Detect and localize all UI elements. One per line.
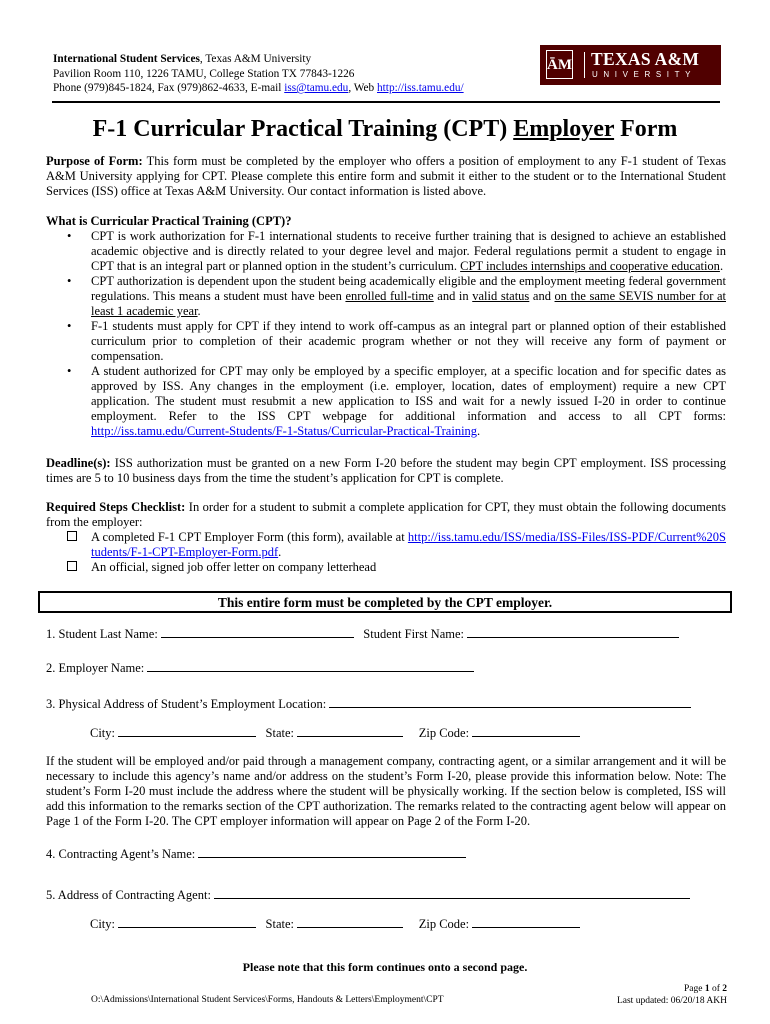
zip-code-input[interactable] [472,724,580,737]
list-item: • A student authorized for CPT may only be employed by a specific employer, at a specific location and for specific dates as approved by ISS. Any changes in the employment (i.e. employer, location, dates of employment) require a new CPT application. The student must resubmit a new application to ISS and wait for a newly issued I-20 in order to continue employment. Refer to the ISS CPT webpage for additional information and access to all CPT forms: http://iss.tamu.edu/Current-Students/F-1-Status/Curricular-Practical-Training. [46,364,726,439]
state-input[interactable] [297,724,403,737]
page-title: F-1 Curricular Practical Training (CPT) Employer Form [92,116,678,142]
org-name: International Student Services [53,53,200,65]
checklist-item-form: A completed F-1 CPT Employer Form (this form), available at http://iss.tamu.edu/ISS/media/ISS-Files/ISS-PDF/Current%20Students/F-1-CPT-Employer-Form.pdf. [46,530,726,560]
agent-city-input[interactable] [118,915,256,928]
atm-mark: ĀM [546,50,573,79]
city-input[interactable] [118,724,256,737]
page-info: Page 1 of 2 Last updated: 06/20/18 AKH [616,984,727,1006]
field-student-name: 1. Student Last Name: Student First Name: [46,625,679,642]
student-first-name-input[interactable] [467,625,679,638]
what-is-heading: What is Curricular Practical Training (CPT)? [46,214,292,228]
checkbox-icon[interactable] [67,561,77,571]
student-last-name-input[interactable] [161,625,354,638]
deadline-paragraph: Deadline(s): ISS authorization must be granted on a new Form I-20 before the student may begin CPT employment. ISS processing times are 5 to 10 business days from the time the student’s application for CPT is complete. [46,456,726,485]
contracting-agent-name-input[interactable] [198,845,466,858]
list-item: • CPT is work authorization for F-1 international students to receive further training that is designed to achieve an established academic objective and is directly related to your degree level and major. Federal regulations permit a student to engage in CPT that is an integral part or planned option in the student’s curriculum. CPT includes internships and cooperative education. [46,229,726,274]
web-link[interactable]: http://iss.tamu.edu/ [377,82,464,94]
last-updated: Last updated: 06/20/18 AKH [616,996,727,1006]
field-physical-address: 3. Physical Address of Student’s Employment Location: [46,695,691,712]
field-city-state-zip-2: City: State: Zip Code: [90,915,580,932]
field-city-state-zip-1: City: State: Zip Code: [90,724,580,741]
file-path: O:\Admissions\International Student Services\Forms, Handouts & Letters\Employment\CPT [91,995,444,1005]
continues-note: Please note that this form continues onto a second page. [242,960,528,974]
contracting-agent-address-input[interactable] [214,886,690,899]
header-rule [52,101,720,103]
list-item: • CPT authorization is dependent upon the student being academically eligible and the employment meeting federal government regulations. This means a student must have been enrolled full-time and in valid status and on the same SEVIS number for at least 1 academic year. [46,274,726,319]
logo-name: TEXAS A&M [591,49,700,69]
employer-form-link[interactable]: http://iss.tamu.edu/ISS/media/ISS-Files/ISS-PDF/Current%20Students/F-1-CPT-Employer-Form.pdf [91,530,726,559]
field-contracting-agent-address: 5. Address of Contracting Agent: [46,886,690,903]
cpt-webpage-link[interactable]: http://iss.tamu.edu/Current-Students/F-1-Status/Curricular-Practical-Training [91,424,478,438]
agent-zip-code-input[interactable] [472,915,580,928]
what-is-cpt-section [46,214,726,439]
checkbox-icon[interactable] [67,531,77,541]
org-address: Pavilion Room 110, 1226 TAMU, College Station TX 77843-1226 [53,67,355,80]
tamu-logo [540,45,721,85]
physical-address-input[interactable] [329,695,691,708]
list-item: • F-1 students must apply for CPT if they intend to work off-campus as an integral part or planned option of their established curriculum prior to completion of their academic program whether or not they will receive any form of payment or compensation. [46,319,726,364]
purpose-paragraph: Purpose of Form: This form must be completed by the employer who offers a position of employment to any F-1 student of Texas A&M University applying for CPT. Please complete this entire form and submit it either to the student or to the International Student Services (ISS) office at Texas A&M University. Our contact information is listed above. [46,154,726,198]
checklist-item-offer-letter: An official, signed job offer letter on company letterhead [46,560,726,575]
checklist-section: Required Steps Checklist: In order for a student to submit a complete application for CPT, they must obtain the following documents from the employer: A completed F-1 CPT Employer Form (this form), available at http://iss.tamu.edu/ISS/media/ISS-Files/ISS-PDF/Current%20Students/F-1-CPT-Employer-Form.pdf. An official, signed job offer letter on company letterhead [46,500,726,574]
field-employer-name: 2. Employer Name: [46,659,474,676]
employer-name-input[interactable] [147,659,474,672]
field-contracting-agent-name: 4. Contracting Agent’s Name: [46,845,466,862]
employer-banner: This entire form must be completed by the CPT employer. [38,591,732,613]
email-link[interactable]: iss@tamu.edu [284,82,349,94]
agency-note: If the student will be employed and/or paid through a management company, contracting agent, or a similar arrangement and it will be necessary to include this agency’s name and/or address on the student’s Form I-20, please provide this information below. Note: The student’s Form I-20 must include the address where the student will be physically working. If the section below is completed, ISS will add this information to the remarks section of the CPT authorization. The remarks related to the contracting agent below will appear on Page 1 of the Form I-20. The CPT employer information will appear on Page 2 of the Form I-20. [46,754,726,828]
logo-divider [584,52,585,78]
contact-header: International Student Services, Texas A&M University Pavilion Room 110, 1226 TAMU, College Station TX 77843-1226 Phone (979)845-1824, Fax (979)862-4633, E-mail iss@tamu.edu, Web http://iss.tamu.edu/ [53,53,464,94]
agent-state-input[interactable] [297,915,403,928]
logo-sub: UNIVERSITY [592,70,697,79]
